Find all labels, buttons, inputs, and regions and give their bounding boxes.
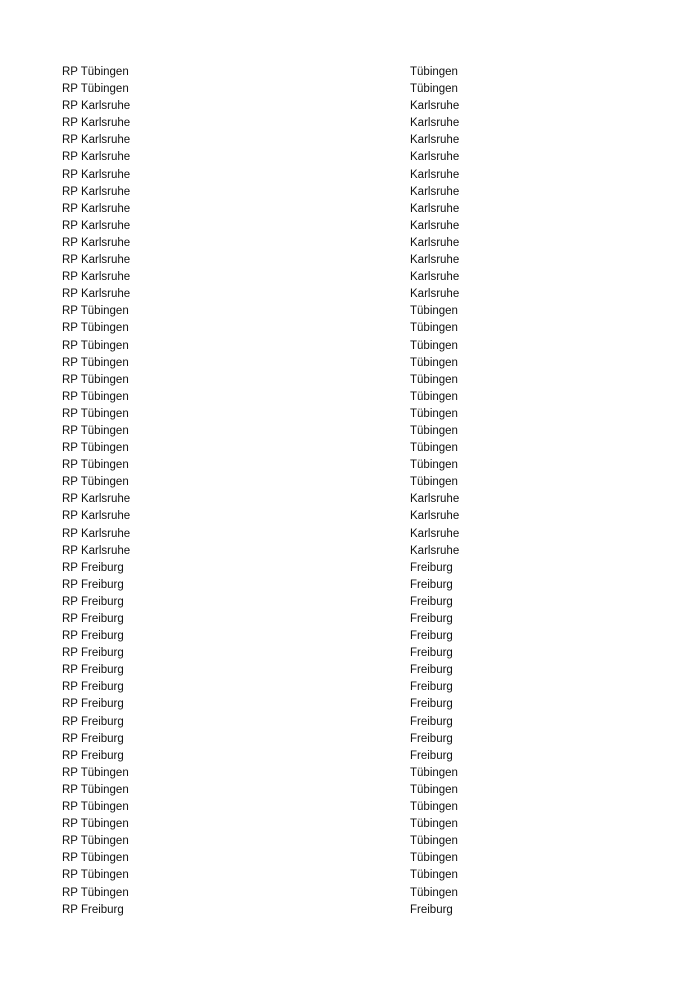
regional-council-cell: RP Tübingen: [62, 356, 129, 369]
table-row: [0, 218, 700, 235]
table-row: [0, 440, 700, 457]
regional-council-cell: RP Tübingen: [62, 305, 129, 318]
regional-council-cell: RP Tübingen: [62, 339, 129, 352]
table-row: [0, 423, 700, 440]
region-cell: Tübingen: [410, 459, 458, 472]
table-row: [0, 320, 700, 337]
region-cell: Karlsruhe: [410, 134, 460, 147]
region-cell: Karlsruhe: [410, 288, 460, 301]
table-row: [0, 355, 700, 372]
region-cell: Tübingen: [410, 442, 458, 455]
region-cell: Tübingen: [410, 322, 458, 335]
region-cell: Tübingen: [410, 66, 458, 78]
table-row: [0, 628, 700, 645]
regional-council-cell: RP Freiburg: [62, 698, 124, 711]
region-cell: Freiburg: [410, 715, 453, 728]
table-row: [0, 115, 700, 132]
region-cell: Tübingen: [410, 766, 458, 779]
regional-council-cell: RP Tübingen: [62, 322, 129, 335]
table-row: [0, 338, 700, 355]
table-row: [0, 132, 700, 149]
table-row: [0, 731, 700, 748]
region-cell: Karlsruhe: [410, 510, 460, 523]
regional-council-cell: RP Tübingen: [62, 869, 129, 882]
regional-council-cell: RP Tübingen: [62, 476, 129, 489]
table-row: [0, 286, 700, 303]
regional-council-cell: RP Freiburg: [62, 664, 124, 677]
table-row: [0, 577, 700, 594]
region-cell: Karlsruhe: [410, 151, 460, 164]
region-cell: Tübingen: [410, 407, 458, 420]
region-cell: Karlsruhe: [410, 100, 460, 113]
region-cell: Freiburg: [410, 732, 453, 745]
region-cell: Tübingen: [410, 818, 458, 831]
table-row: [0, 184, 700, 201]
regional-council-cell: RP Karlsruhe: [62, 168, 131, 181]
region-cell: Tübingen: [410, 476, 458, 489]
region-cell: Tübingen: [410, 835, 458, 848]
regional-council-cell: RP Tübingen: [62, 424, 129, 437]
regional-council-cell: RP Tübingen: [62, 390, 129, 403]
table-row: [0, 867, 700, 884]
regional-council-cell: RP Tübingen: [62, 783, 129, 796]
regional-council-cell: RP Freiburg: [62, 749, 124, 762]
region-cell: Karlsruhe: [410, 185, 460, 198]
regional-council-cell: RP Tübingen: [62, 818, 129, 831]
regional-council-cell: RP Tübingen: [62, 835, 129, 848]
regional-council-cell: RP Karlsruhe: [62, 134, 131, 147]
region-cell: Tübingen: [410, 886, 458, 899]
regional-council-cell: RP Tübingen: [62, 373, 129, 386]
region-cell: Tübingen: [410, 356, 458, 369]
table-row: [0, 98, 700, 115]
table-row: [0, 64, 700, 81]
regional-council-cell: RP Karlsruhe: [62, 236, 131, 249]
regional-council-cell: RP Tübingen: [62, 459, 129, 472]
table-row: [0, 508, 700, 525]
regional-council-cell: RP Karlsruhe: [62, 100, 131, 113]
region-cell: Karlsruhe: [410, 254, 460, 267]
region-list: [0, 64, 700, 919]
table-row: [0, 885, 700, 902]
table-row: [0, 850, 700, 867]
region-cell: Karlsruhe: [410, 544, 460, 557]
region-cell: Karlsruhe: [410, 202, 460, 215]
regional-council-cell: RP Karlsruhe: [62, 493, 131, 506]
region-cell: Freiburg: [410, 578, 453, 591]
table-row: [0, 902, 700, 919]
region-cell: Freiburg: [410, 749, 453, 762]
regional-council-cell: RP Tübingen: [62, 83, 129, 96]
regional-council-cell: RP Freiburg: [62, 595, 124, 608]
regional-council-cell: RP Karlsruhe: [62, 527, 131, 540]
regional-council-cell: RP Freiburg: [62, 681, 124, 694]
region-cell: Karlsruhe: [410, 493, 460, 506]
table-row: [0, 765, 700, 782]
table-row: [0, 406, 700, 423]
region-cell: Freiburg: [410, 903, 453, 916]
regional-council-cell: RP Karlsruhe: [62, 288, 131, 301]
table-row: [0, 543, 700, 560]
table-row: [0, 235, 700, 252]
table-row: [0, 81, 700, 98]
regional-council-cell: RP Tübingen: [62, 66, 129, 78]
table-row: [0, 782, 700, 799]
region-cell: Freiburg: [410, 630, 453, 643]
regional-council-cell: RP Karlsruhe: [62, 544, 131, 557]
region-cell: Karlsruhe: [410, 219, 460, 232]
table-row: [0, 252, 700, 269]
regional-council-cell: RP Freiburg: [62, 647, 124, 660]
regional-council-cell: RP Karlsruhe: [62, 185, 131, 198]
table-row: [0, 303, 700, 320]
region-cell: Tübingen: [410, 339, 458, 352]
region-cell: Freiburg: [410, 595, 453, 608]
region-cell: Freiburg: [410, 613, 453, 625]
region-cell: Tübingen: [410, 83, 458, 96]
region-cell: Freiburg: [410, 647, 453, 660]
regional-council-cell: RP Tübingen: [62, 886, 129, 899]
table-row: [0, 167, 700, 184]
regional-council-cell: RP Tübingen: [62, 442, 129, 455]
region-cell: Tübingen: [410, 305, 458, 318]
regional-council-cell: RP Karlsruhe: [62, 202, 131, 215]
table-row: [0, 611, 700, 628]
regional-council-cell: RP Freiburg: [62, 630, 124, 643]
regional-council-cell: RP Tübingen: [62, 852, 129, 865]
region-cell: Tübingen: [410, 869, 458, 882]
table-row: [0, 491, 700, 508]
regional-council-cell: RP Karlsruhe: [62, 117, 131, 130]
table-row: [0, 714, 700, 731]
region-cell: Karlsruhe: [410, 271, 460, 284]
region-cell: Karlsruhe: [410, 117, 460, 130]
regional-council-cell: RP Tübingen: [62, 407, 129, 420]
region-cell: Tübingen: [410, 424, 458, 437]
table-row: [0, 662, 700, 679]
regional-council-cell: RP Tübingen: [62, 766, 129, 779]
regional-council-cell: RP Tübingen: [62, 801, 129, 814]
region-cell: Tübingen: [410, 783, 458, 796]
regional-council-cell: RP Freiburg: [62, 903, 124, 916]
table-row: [0, 457, 700, 474]
table-row: [0, 372, 700, 389]
regional-council-cell: RP Freiburg: [62, 578, 124, 591]
regional-council-cell: RP Karlsruhe: [62, 510, 131, 523]
region-cell: Karlsruhe: [410, 168, 460, 181]
table-row: [0, 679, 700, 696]
region-cell: Tübingen: [410, 801, 458, 814]
table-row: [0, 594, 700, 611]
regional-council-cell: RP Karlsruhe: [62, 254, 131, 267]
table-row: [0, 799, 700, 816]
regional-council-cell: RP Karlsruhe: [62, 219, 131, 232]
region-cell: Tübingen: [410, 373, 458, 386]
regional-council-cell: RP Freiburg: [62, 613, 124, 625]
table-row: [0, 560, 700, 577]
regional-council-cell: RP Freiburg: [62, 561, 124, 574]
table-row: [0, 696, 700, 713]
table-row: [0, 645, 700, 662]
region-cell: Freiburg: [410, 698, 453, 711]
regional-council-cell: RP Freiburg: [62, 715, 124, 728]
table-row: [0, 474, 700, 491]
table-row: [0, 389, 700, 406]
regional-council-cell: RP Karlsruhe: [62, 151, 131, 164]
table-row: [0, 269, 700, 286]
table-row: [0, 149, 700, 166]
regional-council-cell: RP Karlsruhe: [62, 271, 131, 284]
table-row: [0, 748, 700, 765]
region-cell: Freiburg: [410, 681, 453, 694]
table-row: [0, 833, 700, 850]
table-row: [0, 816, 700, 833]
region-cell: Freiburg: [410, 664, 453, 677]
table-row: [0, 526, 700, 543]
region-cell: Freiburg: [410, 561, 453, 574]
regional-council-cell: RP Freiburg: [62, 732, 124, 745]
region-cell: Tübingen: [410, 390, 458, 403]
table-row: [0, 201, 700, 218]
region-cell: Karlsruhe: [410, 527, 460, 540]
region-cell: Karlsruhe: [410, 236, 460, 249]
region-cell: Tübingen: [410, 852, 458, 865]
